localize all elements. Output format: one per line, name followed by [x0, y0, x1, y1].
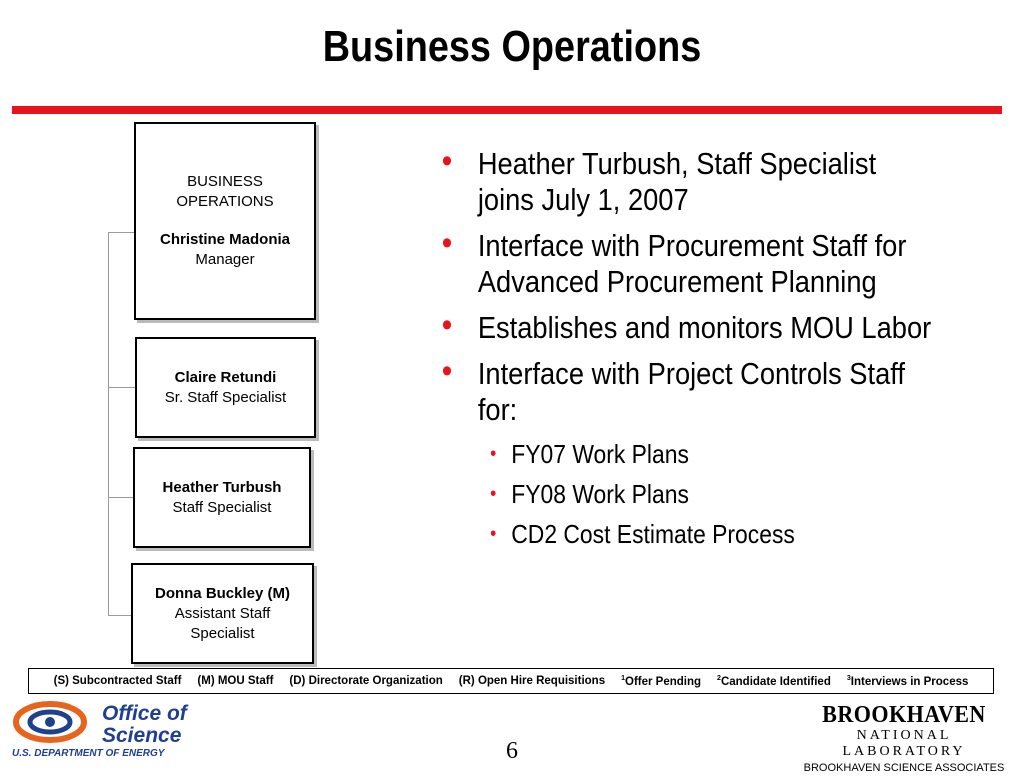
- sub-bullet-item: [478, 514, 933, 554]
- org-staff-role: Staff Specialist: [172, 498, 272, 516]
- svg-text:Office of: Office of: [102, 702, 187, 725]
- org-dept-line: BUSINESS: [187, 173, 263, 190]
- svg-text:U.S. DEPARTMENT OF ENERGY: U.S. DEPARTMENT OF ENERGY: [12, 748, 165, 759]
- bullet-dot-icon: •: [441, 224, 453, 262]
- bullet-dot-icon: •: [441, 352, 453, 390]
- org-manager-name: Christine Madonia: [159, 231, 290, 248]
- legend-item: (S) Subcontracted Staff: [53, 675, 182, 687]
- bullet-dot-icon: •: [441, 306, 453, 344]
- sub-bullet-dot-icon: •: [490, 443, 497, 465]
- org-box-donna: [131, 563, 314, 664]
- slide-title: Business Operations: [322, 22, 702, 71]
- legend-item: (M) MOU Staff: [197, 675, 274, 687]
- legend-bar: [28, 668, 994, 694]
- org-connector-vertical: [108, 232, 109, 616]
- bullet-item: [440, 142, 933, 218]
- sub-bullet-text: FY08 Work Plans: [511, 479, 689, 509]
- sub-bullet-list: [478, 434, 933, 554]
- org-staff-name: Claire Retundi: [174, 368, 277, 386]
- bullet-text: Interface with Procurement Staff for Advanced Procurement Planning: [477, 228, 907, 299]
- title-divider: [12, 106, 1002, 114]
- bullet-item: [440, 352, 933, 554]
- legend-item: (D) Directorate Organization: [289, 675, 443, 687]
- legend-footnote: $^3$Interviews in Process: [846, 674, 969, 688]
- sub-bullet-dot-icon: •: [490, 483, 497, 505]
- bullet-item: [440, 306, 933, 346]
- sub-bullet-dot-icon: •: [490, 523, 497, 545]
- org-box-heather: [133, 447, 311, 548]
- org-connector-claire: [108, 387, 135, 388]
- org-box-manager: [134, 122, 316, 320]
- org-connector-manager: [108, 232, 135, 233]
- bnl-wordmark: BROOKHAVEN: [822, 702, 986, 728]
- sub-bullet-item: [478, 474, 933, 514]
- bullet-dot-icon: •: [441, 142, 453, 180]
- sub-bullet-item: [478, 434, 933, 474]
- bullet-list: [440, 142, 1000, 564]
- bullet-item: [440, 224, 933, 300]
- org-staff-role: Assistant Staff: [174, 604, 271, 622]
- sub-bullet-text: FY07 Work Plans: [511, 439, 689, 469]
- org-staff-role: Specialist: [190, 624, 255, 642]
- org-staff-role: Sr. Staff Specialist: [164, 388, 287, 406]
- bnl-subtitle: NATIONAL LABORATORY: [842, 728, 966, 759]
- bnl-associates: BROOKHAVEN SCIENCE ASSOCIATES: [803, 762, 1005, 774]
- org-manager-role: Manager: [195, 251, 255, 268]
- bullet-text: Interface with Project Controls Staff for:: [477, 356, 905, 427]
- legend-item: (R) Open Hire Requisitions: [458, 675, 606, 687]
- legend-footnote: $^2$Candidate Identified: [717, 674, 831, 688]
- bullet-text: Establishes and monitors MOU Labor: [477, 310, 932, 345]
- page-number: 6: [506, 738, 518, 764]
- legend-footnote: $^1$Offer Pending: [621, 674, 702, 688]
- sub-bullet-text: CD2 Cost Estimate Process: [511, 519, 795, 549]
- org-connector-heather: [108, 497, 135, 498]
- org-staff-name: Donna Buckley (M): [154, 584, 290, 602]
- org-staff-name: Heather Turbush: [162, 478, 282, 496]
- brookhaven-logo: [798, 702, 1010, 774]
- org-dept-line: OPERATIONS: [176, 193, 274, 210]
- org-box-claire: [135, 337, 316, 438]
- svg-text:Science: Science: [102, 724, 182, 747]
- bullet-text: Heather Turbush, Staff Specialist joins July 1, 2007: [477, 146, 877, 217]
